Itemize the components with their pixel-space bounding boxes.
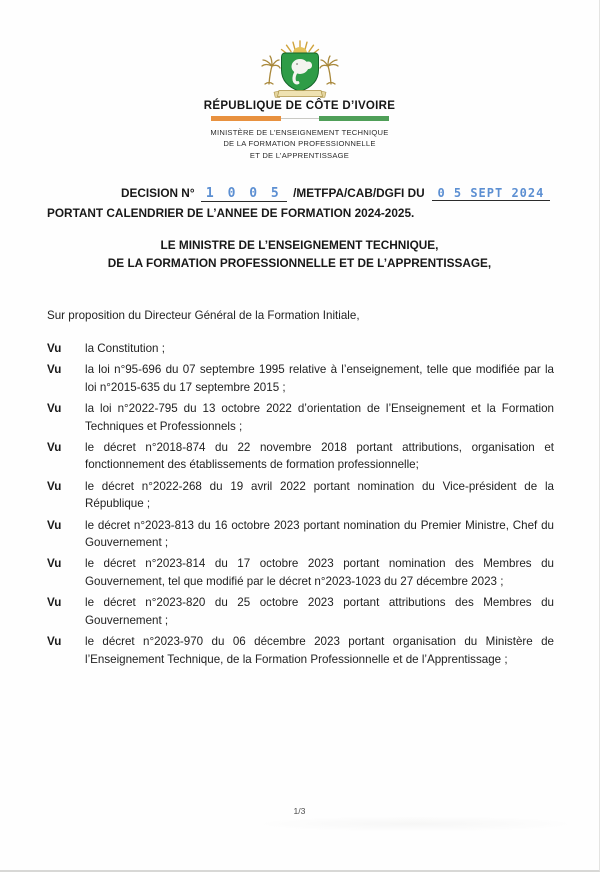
decision-number-stamp: 1 0 0 5 [201, 187, 287, 202]
vu-text: le décret n°2022-268 du 19 avril 2022 portant nomination du Vice-président de la République ; [85, 479, 554, 511]
vu-text: le décret n°2023-813 du 16 octobre 2023 portant nomination du Premier Ministre, Chef du Gouvernement ; [85, 518, 554, 550]
vu-text: la Constitution ; [85, 342, 165, 355]
vu-text: le décret n°2023-814 du 17 octobre 2023 portant nomination des Membres du Gouvernement, tel que modifié par le décret n°2023-1023 du 27 décembre 2023 ; [85, 557, 554, 588]
vu-label: Vu [47, 402, 62, 416]
vu-label: Vu [47, 479, 62, 493]
ribbon-banner [274, 91, 326, 98]
vu-item [47, 439, 554, 474]
palm-tree-left-icon [262, 56, 280, 84]
vu-text: la loi n°95-696 du 07 septembre 1995 relative à l’enseignement, telle que modifiée par la loi n°2015-635 du 17 septembre 2015 ; [85, 363, 554, 394]
coat-of-arms [250, 38, 350, 107]
vu-text: la loi n°2022-795 du 13 octobre 2022 d’orientation de l’Enseignement et la Formation Techniques et Professionnels ; [85, 402, 554, 433]
vu-item [47, 400, 554, 435]
decision-title-block [47, 186, 553, 220]
vu-item [47, 517, 554, 552]
vu-label: Vu [47, 557, 62, 571]
palm-tree-right-icon [320, 56, 338, 84]
decision-subject: PORTANT CALENDRIER DE L’ANNEE DE FORMATION 2024-2025. [47, 205, 415, 220]
vu-label: Vu [47, 342, 62, 355]
vu-label: Vu [47, 441, 62, 455]
minister-heading [0, 236, 599, 272]
decision-date-stamp: 0 5 SEPT 2024 [432, 187, 550, 201]
flag-bar [211, 116, 389, 121]
vu-label: Vu [47, 363, 62, 377]
vu-item [47, 340, 554, 357]
vu-item [47, 361, 554, 396]
decision-label: DECISION N° [121, 186, 195, 200]
ministry-line-1: MINISTÈRE DE L’ENSEIGNEMENT TECHNIQUE [210, 128, 389, 137]
flag-green-segment [319, 116, 389, 121]
vu-label: Vu [47, 596, 62, 610]
decision-number-line [47, 186, 553, 202]
ministry-line-2: DE LA FORMATION PROFESSIONNELLE [223, 139, 376, 149]
minister-heading-line-2: DE LA FORMATION PROFESSIONNELLE ET DE L’APPRENTISSAGE, [107, 256, 492, 270]
minister-heading-line-1: LE MINISTRE DE L’ENSEIGNEMENT TECHNIQUE, [160, 238, 439, 252]
vu-text: le décret n°2018-874 du 22 novembre 2018 portant attributions, organisation et fonctionnement des établissements de formation professionnelle; [85, 441, 554, 472]
cote-divoire-coat-of-arms-icon [250, 38, 350, 102]
vu-item [47, 594, 554, 629]
vu-text: le décret n°2023-820 du 25 octobre 2023 portant attributions des Membres du Gouvernement ; [85, 596, 554, 627]
flag-orange-segment [211, 116, 281, 121]
vu-item [47, 555, 554, 590]
vu-list [47, 340, 554, 672]
republic-title: RÉPUBLIQUE DE CÔTE D’IVOIRE [203, 100, 396, 112]
vu-label: Vu [47, 635, 62, 649]
vu-item [47, 478, 554, 513]
ministry-name [0, 127, 599, 161]
proposition-line: Sur proposition du Directeur Général de la Formation Initiale, [47, 309, 360, 322]
page-number: 1/3 [293, 806, 306, 816]
vu-item [47, 633, 554, 668]
vu-text: le décret n°2023-970 du 06 décembre 2023 portant organisation du Ministère de l’Enseignement Technique, de la Formation Professionnelle et de l’Apprentissage ; [85, 635, 554, 666]
vu-label: Vu [47, 518, 62, 532]
decision-reference: /METFPA/CAB/DGFI DU [293, 186, 425, 200]
scan-smudge [250, 816, 580, 832]
ministry-line-3: ET DE L’APPRENTISSAGE [249, 150, 350, 160]
